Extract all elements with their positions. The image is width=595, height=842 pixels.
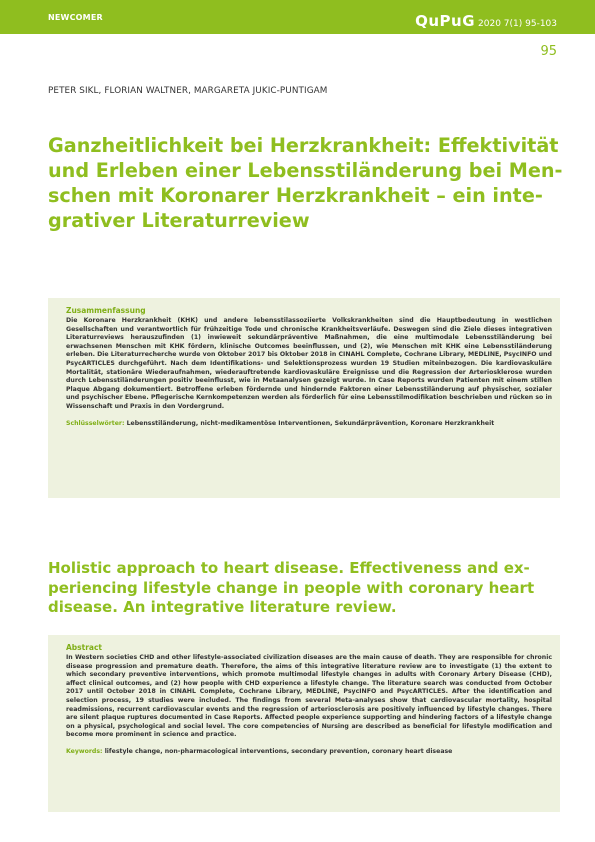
journal-name: QuPuG [415,12,476,30]
german-keywords-text: Lebensstiländerung, nicht-medikamentöse Interventionen, Sekundärprävention, Koronare Herzkrankheit [126,419,495,427]
german-title-line: schen mit Koronarer Herzkrankheit – ein inte- [48,184,543,207]
german-title-line: und Erleben einer Lebensstiländerung bei Men- [48,159,563,182]
english-abstract-box [48,635,560,812]
german-title-line: Ganzheitlichkeit bei Herzkrankheit: Effektivität [48,134,559,157]
english-title-line: periencing lifestyle change in people with coronary heart [48,578,535,597]
journal-reference [415,11,557,30]
english-abstract-text: In Western societies CHD and other lifestyle-associated civilization diseases are the main cause of death. They are responsible for chronic disease progression and premature death. Therefore, the aims of this integrative literature review are to investigate (1) the extent to which secondary preventive interventions, which promote multimodal lifestyle changes in adults with Coronary Artery Disease (CHD), affect clinical outcomes, and (2) how people with CHD experience a lifestyle change. The literature search was conducted from October 2017 until October 2018 in CINAHL Complete, Cochrane Library, MEDLINE, PsycINFO and PsycARTICLES. After the identification and selection process, 19 studies were included. The findings from several Meta-analyses show that cardiovascular mortality, hospital readmissions, recurrent cardiovascular events and the regression of arteriosclerosis are positively influenced by lifestyle changes. There are silent plaque ruptures documented in Case Reports. Affected people experience supporting and hindering factors of a lifestyle change on a physical, psychological and social level. The core competencies of Nursing are described as beneficial for lifestyle modification and become more prominent in science and practice. [66,654,552,739]
page-number: 95 [540,44,557,59]
english-title-line: Holistic approach to heart disease. Effectiveness and ex- [48,559,530,577]
german-abstract-box [48,298,560,498]
german-keywords [66,420,552,429]
german-abstract-text: Die Koronare Herzkrankheit (KHK) und andere lebensstilassoziierte Volkskrankheiten sind die Hauptbedeutung in westlichen Gesellschaften und verantwortlich für frühzeitige Tode und chronische Krankheitsverläufe. Deswegen sind die Ziele dieses integrativen Literaturreviews herauszufinden (1) inwieweit sekundärpräventive Maßnahmen, die eine multimodale Lebensstiländerung bei erwachsenen Menschen mit KHK fördern, klinische Outcomes beeinflussen, und (2), wie Menschen mit KHK eine Lebensstiländerung erleben. Die Literaturrecherche wurde von Oktober 2017 bis Oktober 2018 in CINAHL Complete, Cochrane Library, MEDLINE, PsycINFO und PsycARTICLES durchgeführt. Nach dem Identifikations- und Selektionsprozess wurden 19 Studien miteinbezogen. Die kardiovaskuläre Mortalität, stationäre Wiederaufnahmen, wiederauftretende kardiovaskuläre Ereignisse und die Regression der Arteriosklerose wurden durch Lebensstiländerungen positiv beeinflusst, wie in Metaanalysen gezeigt wurde. In Case Reports wurden Patienten mit einem stillen Plaque Abgang dokumentiert. Betroffene erleben fördernde und hindernde Faktoren einer Lebensstiländerung auf physischer, sozialer und psychischer Ebene. Pflegerische Kernkompetenzen werden als förderlich für eine Lebensstilmodifikation beschrieben und rücken so in Wissenschaft und Praxis in den Vordergrund. [66,317,552,410]
section-label: NEWCOMER [48,13,103,22]
english-abstract-heading: Abstract [66,643,103,652]
german-title-line: grativer Literaturreview [48,209,310,232]
author-list: PETER SIKL, FLORIAN WALTNER, MARGARETA JUKIC-PUNTIGAM [48,86,328,96]
english-keywords [66,748,552,757]
english-keywords-text: lifestyle change, non-pharmacological interventions, secondary prevention, coronary heart disease [104,747,453,755]
german-abstract-heading: Zusammenfassung [66,306,146,315]
header-bar [0,0,595,34]
journal-meta: 2020 7(1) 95-103 [478,19,557,29]
english-title-line: disease. An integrative literature review. [48,598,397,616]
german-title [48,133,568,233]
english-keywords-label: Keywords: [66,747,103,755]
german-keywords-label: Schlüsselwörter: [66,419,125,427]
english-title [48,559,568,618]
